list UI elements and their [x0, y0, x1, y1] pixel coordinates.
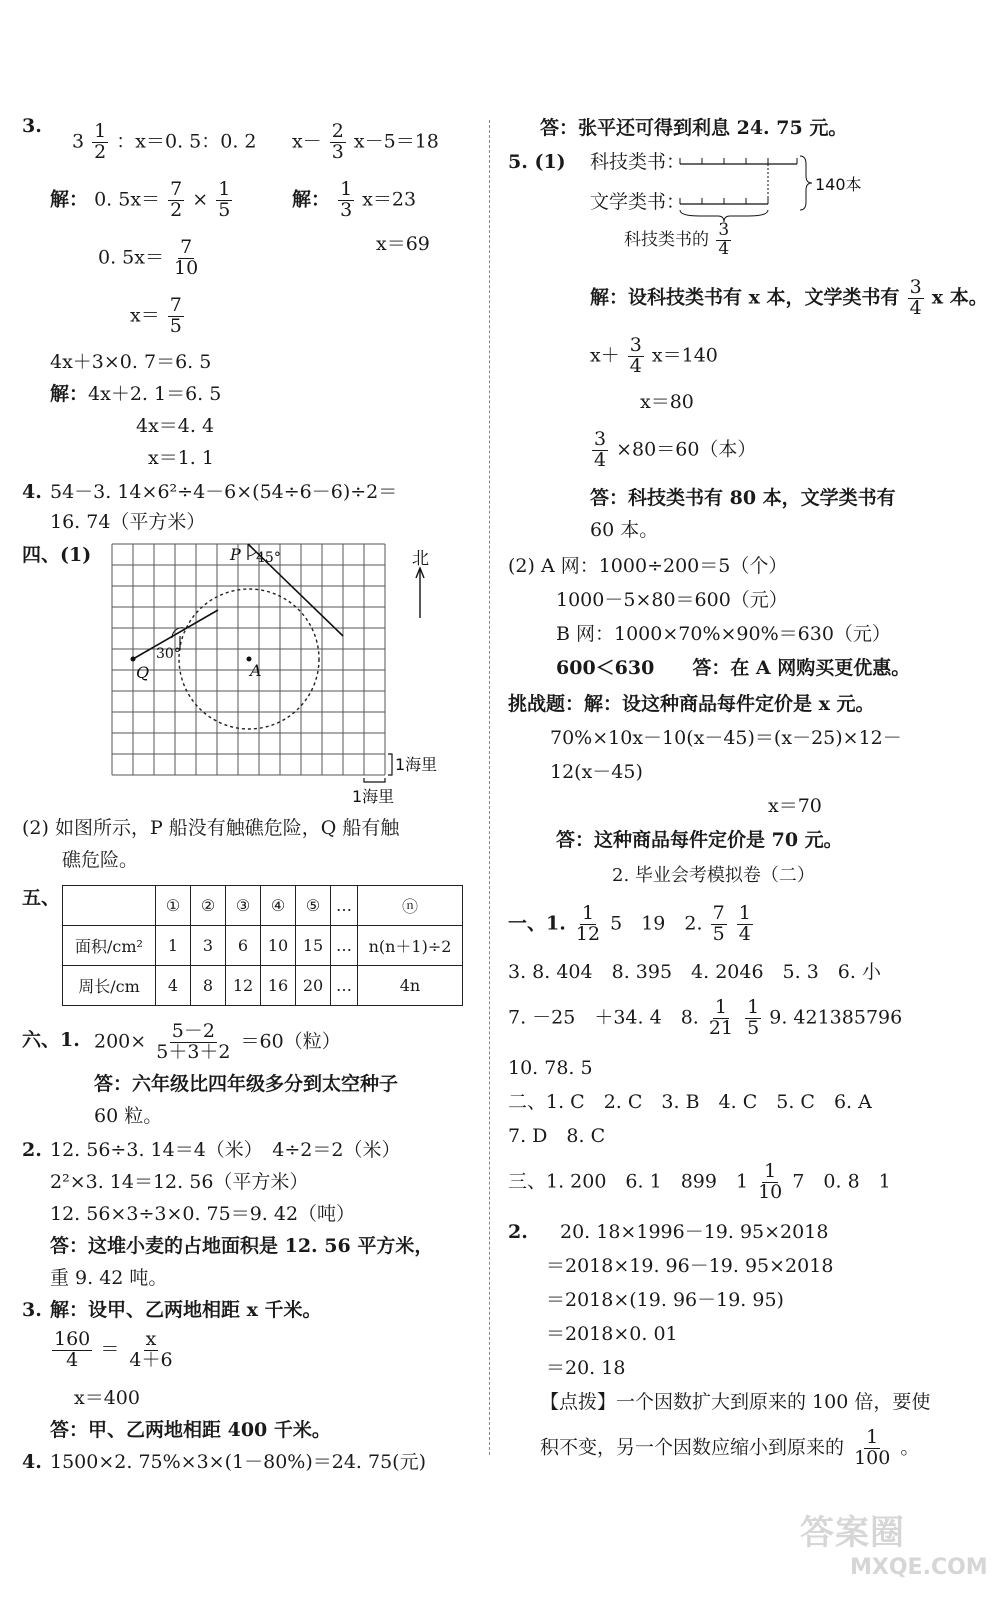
section-5-label: 五、: [22, 887, 61, 909]
q3-right-step-2: x＝69: [376, 233, 430, 255]
label-p: P: [230, 545, 241, 564]
q3-eq3-step-2: 4x＝4. 4: [136, 415, 215, 437]
q3-eq3-step-1: 解：4x＋2. 1＝6. 5: [50, 383, 222, 405]
part3-line-5: ＝2018×0. 01: [546, 1323, 678, 1345]
label-angle-30: 30°: [156, 646, 181, 662]
q2-line-3: 12. 56×3÷3×0. 75＝9. 42（吨）: [50, 1203, 356, 1225]
q5b-line-2: 1000－5×80＝600（元）: [556, 589, 788, 611]
section-6-answer: 答：六年级比四年级多分到太空种子: [94, 1073, 399, 1095]
challenge-answer: 答：这种商品每件定价是 70 元。: [556, 829, 843, 851]
label-a: A: [250, 661, 262, 680]
q3-step-3: x＝ $\frac{7}{5}$: [130, 294, 182, 337]
section-4-label: 四、(1): [22, 544, 92, 566]
q3-equation-1: 3 $\frac{1}{2}$ ：x＝0. 5：0. 2: [72, 120, 257, 163]
challenge-line-4: x＝70: [768, 795, 822, 817]
q4b-number: 4.: [22, 1451, 42, 1473]
scale-bracket-h: [364, 778, 385, 782]
label-angle-45: 45°: [256, 550, 281, 566]
part1-line-3: 7. －25 ＋34. 4 8. $\frac{1}{21}$ $\frac{1}{5}$ 9. 421385796: [508, 996, 903, 1039]
section-4-answer: (2) 如图所示，P 船没有触礁危险，Q 船有触: [22, 817, 400, 839]
label-q: Q: [136, 663, 150, 682]
section-4-answer-cont: 礁危险。: [62, 849, 139, 871]
watermark-site: MXQE.COM: [850, 1555, 988, 1580]
north-label: 北: [412, 549, 429, 569]
q3-eq3-step-3: x＝1. 1: [148, 447, 214, 469]
challenge-line-1: 挑战题：解：设这种商品每件定价是 x 元。: [508, 693, 875, 715]
q3b-equation: $\frac{160}{4}$ ＝ $\frac{x}{4+6}$: [54, 1328, 173, 1371]
q4b-line-1: 1500×2. 75%×3×(1－80%)＝24. 75(元): [50, 1451, 427, 1473]
q2-number: 2.: [22, 1139, 42, 1161]
q2-answer: 答：这堆小麦的占地面积是 12. 56 平方米，: [50, 1235, 434, 1257]
q3-equation-3: 4x＋3×0. 7＝6. 5: [50, 351, 212, 373]
part1-line-2: 3. 8. 404 8. 395 4. 2046 5. 3 6. 小: [508, 961, 881, 983]
q3b-answer: 答：甲、乙两地相距 400 千米。: [50, 1419, 331, 1441]
q2-answer-cont: 重 9. 42 吨。: [50, 1267, 168, 1289]
q3-right-step-1: 解： $\frac{1}{3}$ x＝23: [292, 178, 417, 221]
column-divider: [489, 120, 490, 1455]
table-header-row: ① ② ③ ④ ⑤ … ⓝ: [63, 886, 463, 926]
challenge-line-2: 70%×10x－10(x－45)＝(x－25)×12－: [550, 727, 902, 749]
table-row: 周长/cm 4 8 12 16 20 … 4n: [63, 966, 463, 1006]
part3-q2-number: 2.: [508, 1221, 528, 1243]
part3-line-2: 20. 18×1996－19. 95×2018: [560, 1221, 829, 1243]
scale-bracket-v: [388, 754, 392, 775]
q5-label: 5. (1): [508, 151, 566, 173]
q5-step-3: $\frac{3}{4}$ ×80＝60（本）: [594, 428, 757, 471]
q5-answer-cont: 60 本。: [590, 519, 659, 541]
total-label: 140本: [815, 175, 862, 194]
section-6-answer-cont: 60 粒。: [94, 1105, 163, 1127]
part2-line-1: 二、1. C 2. C 3. B 4. C 5. C 6. A: [508, 1091, 872, 1113]
brace-label: 科技类书的 $\frac{3}{4}$: [624, 220, 730, 259]
part3-line-3: ＝2018×19. 96－19. 95×2018: [546, 1255, 834, 1277]
scale-label-h: 1海里: [352, 787, 395, 805]
part3-line-6: ＝20. 18: [546, 1357, 626, 1379]
part1-line-1: 一、1. $\frac{1}{12}$ 5 19 2. $\frac{7}{5}$ $\frac{1}{4}$: [508, 902, 751, 945]
table-row: 面积/cm² 1 3 6 10 15 … n(n＋1)÷2: [63, 926, 463, 966]
part3-line-4: ＝2018×(19. 96－19. 95): [546, 1289, 784, 1311]
q2-line-2: 2²×3. 14＝12. 56（平方米）: [50, 1171, 309, 1193]
angle-45-arc: [248, 552, 256, 556]
q5-answer: 答：科技类书有 80 本，文学类书有: [590, 487, 896, 509]
q3-step-2: 0. 5x＝ $\frac{7}{10}$: [98, 236, 199, 279]
q4-line-1: 54－3. 14×6²÷4－6×(54÷6－6)÷2＝: [50, 481, 398, 503]
watermark-logo: 答案圈: [800, 1513, 905, 1553]
point-q: [131, 657, 136, 662]
q3b-number: 3.: [22, 1299, 42, 1321]
q4-line-2: 16. 74（平方米）: [50, 511, 206, 533]
q3b-result: x＝400: [74, 1387, 140, 1409]
area-table: [62, 885, 463, 1006]
tip-line-1: 【点拨】一个因数扩大到原来的 100 倍，要使: [540, 1391, 931, 1413]
section-6-equation: 200× $\frac{5-2}{5+3+2}$ ＝60（粒）: [94, 1020, 341, 1063]
part2-line-2: 7. D 8. C: [508, 1125, 606, 1147]
part1-line-4: 10. 78. 5: [508, 1057, 593, 1079]
grid-diagram: [100, 540, 460, 805]
section-6-label: 六、1.: [22, 1029, 80, 1051]
q2-line-1: 12. 56÷3. 14＝4（米） 4÷2＝2（米）: [50, 1139, 401, 1161]
q3-step-1: 解： 0. 5x＝ $\frac{7}{2}$ × $\frac{1}{5}$: [50, 178, 231, 221]
q5-setup: 解：设科技类书有 x 本，文学类书有 $\frac{3}{4}$ x 本。: [590, 276, 988, 319]
tech-books-label: 科技类书：: [590, 151, 686, 173]
tip-line-2: 积不变，另一个因数应缩小到原来的 $\frac{1}{100}$ 。: [540, 1426, 920, 1469]
part3-line-1: 三、1. 200 6. 1 899 1 $\frac{1}{10}$ 7 0. 8 1: [508, 1160, 891, 1203]
q5-step-2: x＝80: [640, 391, 694, 413]
top-answer: 答：张平还可得到利息 24. 75 元。: [540, 117, 848, 139]
q5-step-1: x＋ $\frac{3}{4}$ x＝140: [590, 334, 718, 377]
challenge-line-3: 12(x－45): [550, 761, 643, 783]
q3b-line-1: 解：设甲、乙两地相距 x 千米。: [50, 1299, 322, 1321]
q4-number: 4.: [22, 481, 42, 503]
q5b-line-3: B 网：1000×70%×90%＝630（元）: [556, 623, 891, 645]
q3-number: 3.: [22, 115, 42, 137]
q5b-line-1: (2) A 网：1000÷200＝5（个）: [508, 555, 788, 577]
lit-books-label: 文学类书：: [590, 191, 686, 213]
section-title: 2. 毕业会考模拟卷（二）: [612, 865, 815, 886]
q5b-line-4: 600＜630 答：在 A 网购买更优惠。: [556, 657, 911, 679]
q3-equation-2: x－ $\frac{2}{3}$ x－5＝18: [292, 120, 439, 163]
scale-label-v: 1海里: [395, 755, 438, 774]
